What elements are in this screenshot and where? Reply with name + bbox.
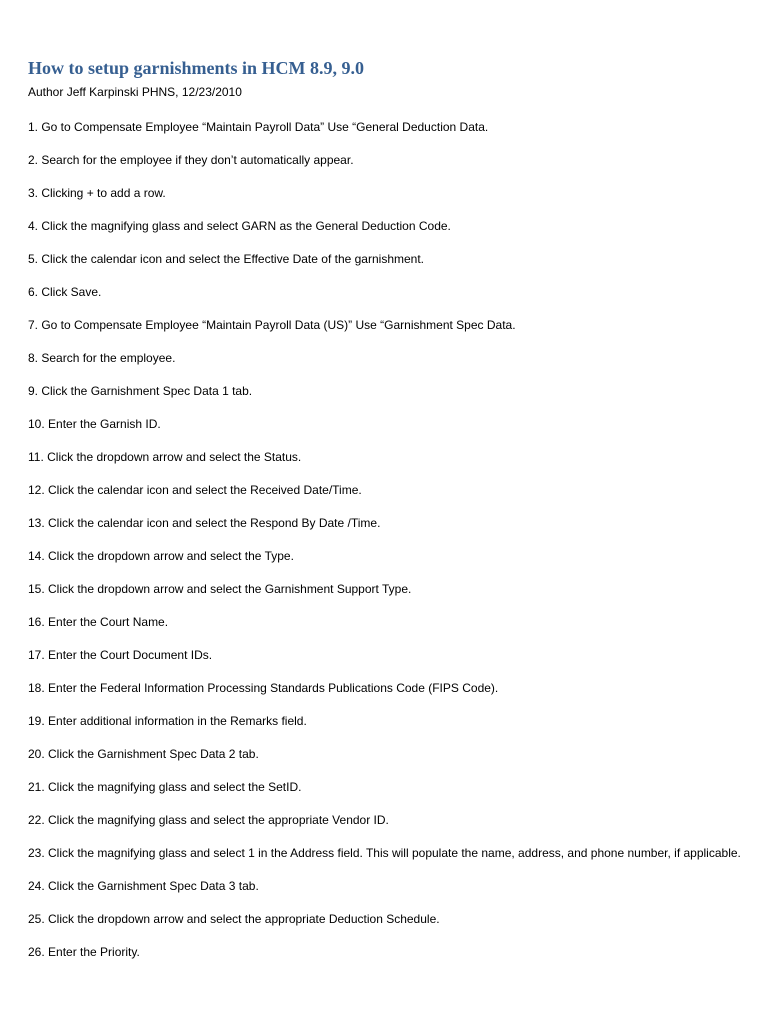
step-item: 26. Enter the Priority. bbox=[28, 945, 140, 959]
step-item: 7. Go to Compensate Employee “Maintain Payroll Data (US)” Use “Garnishment Spec Data. bbox=[28, 318, 516, 332]
step-item: 6. Click Save. bbox=[28, 285, 102, 299]
step-item: 15. Click the dropdown arrow and select the Garnishment Support Type. bbox=[28, 582, 412, 596]
step-item: 18. Enter the Federal Information Processing Standards Publications Code (FIPS Code). bbox=[28, 681, 499, 695]
step-item: 24. Click the Garnishment Spec Data 3 tab. bbox=[28, 879, 259, 893]
step-item: 17. Enter the Court Document IDs. bbox=[28, 648, 213, 662]
step-item: 20. Click the Garnishment Spec Data 2 tab. bbox=[28, 747, 259, 761]
step-item: 4. Click the magnifying glass and select GARN as the General Deduction Code. bbox=[28, 219, 451, 233]
step-item: 12. Click the calendar icon and select the Received Date/Time. bbox=[28, 483, 362, 497]
step-item: 1. Go to Compensate Employee “Maintain Payroll Data” Use “General Deduction Data. bbox=[28, 120, 489, 134]
step-item: 25. Click the dropdown arrow and select the appropriate Deduction Schedule. bbox=[28, 912, 440, 926]
step-item: 21. Click the magnifying glass and select the SetID. bbox=[28, 780, 302, 794]
step-item: 11. Click the dropdown arrow and select the Status. bbox=[28, 450, 302, 464]
step-item: 5. Click the calendar icon and select the Effective Date of the garnishment. bbox=[28, 252, 424, 266]
step-item: 14. Click the dropdown arrow and select the Type. bbox=[28, 549, 294, 563]
step-item: 13. Click the calendar icon and select the Respond By Date /Time. bbox=[28, 516, 381, 530]
document-title: How to setup garnishments in HCM 8.9, 9.0 bbox=[28, 58, 365, 78]
step-item: 22. Click the magnifying glass and select the appropriate Vendor ID. bbox=[28, 813, 389, 827]
step-item: 8. Search for the employee. bbox=[28, 351, 176, 365]
step-item: 9. Click the Garnishment Spec Data 1 tab. bbox=[28, 384, 253, 398]
step-item: 3. Clicking + to add a row. bbox=[28, 186, 166, 200]
step-item: 19. Enter additional information in the Remarks field. bbox=[28, 714, 307, 728]
steps-list bbox=[28, 117, 743, 975]
author-line: Author Jeff Karpinski PHNS, 12/23/2010 bbox=[28, 85, 242, 99]
step-item: 2. Search for the employee if they don’t automatically appear. bbox=[28, 153, 354, 167]
step-item: 23. Click the magnifying glass and select 1 in the Address field. This will populate the name, address, and phone number, if applicable. bbox=[28, 846, 741, 860]
step-item: 16. Enter the Court Name. bbox=[28, 615, 169, 629]
step-item: 10. Enter the Garnish ID. bbox=[28, 417, 161, 431]
